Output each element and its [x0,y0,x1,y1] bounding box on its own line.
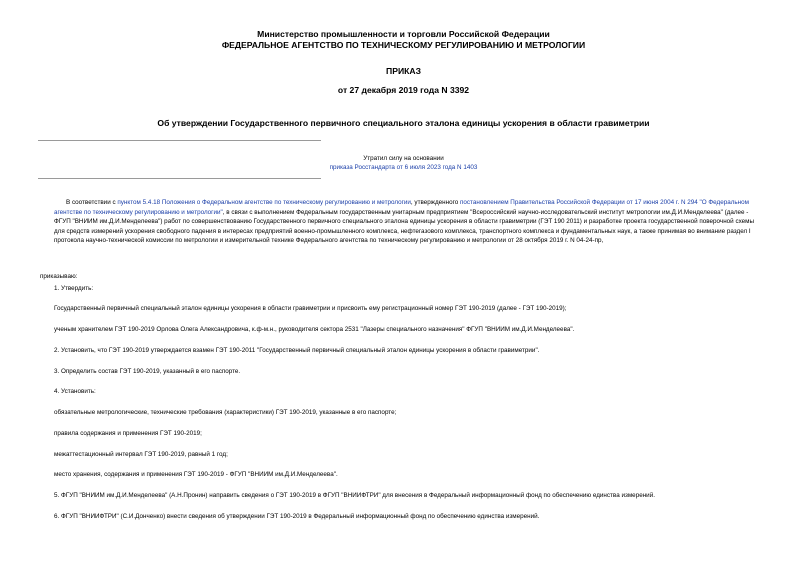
status-note: Утратил силу на основании [363,155,444,162]
ministry-heading: Министерство промышленности и торговли Российской Федерации [257,29,550,39]
item-6: 6. ФГУП "ВНИИФТРИ" (С.И.Донченко) внести сведения об утверждении ГЭТ 190-2019 в Федеральный информационный фонд по обеспечению единства измерений. [54,513,540,520]
orders-line: приказываю: [40,273,78,280]
item-5: 5. ФГУП "ВНИИМ им.Д.И.Менделеева" (А.Н.Пронин) направить сведения о ГЭТ 190-2019 в ФГУП "ВНИИФТРИ" для внесения в Федеральный информационный фонд по обеспечению единства измерений. [54,492,655,499]
item-3: 3. Определить состав ГЭТ 190-2019, указанный в его паспорте. [54,368,241,375]
item-4c: межаттестационный интервал ГЭТ 190-2019, равный 1 год; [54,451,228,458]
item-4: 4. Установить: [54,388,96,395]
item-2: 2. Установить, что ГЭТ 190-2019 утверждается взамен ГЭТ 190-2011 "Государственный первичный специальный эталон единицы ускорения в области гравиметрии". [54,347,540,354]
item-1a: Государственный первичный специальный эталон единицы ускорения в области гравиметрии и присвоить ему регистрационный номер ГЭТ 190-2019 (далее - ГЭТ 190-2019); [54,305,567,312]
preamble-paragraph [54,198,766,246]
divider-bottom [38,178,321,179]
item-4b: правила содержания и применения ГЭТ 190-2019; [54,430,202,437]
item-4a: обязательные метрологические, технические требования (характеристики) ГЭТ 190-2019, указанные в его паспорте; [54,409,397,416]
item-1: 1. Утвердить: [54,285,94,292]
item-1b: ученым хранителем ГЭТ 190-2019 Орлова Олега Александровича, к.ф-м.н., руководителя сектора 2531 "Лазеры специального назначения" ФГУП "ВНИИМ им.Д.И.Менделеева". [54,326,575,333]
agency-heading: ФЕДЕРАЛЬНОЕ АГЕНТСТВО ПО ТЕХНИЧЕСКОМУ РЕГУЛИРОВАНИЮ И МЕТРОЛОГИИ [221,40,586,50]
document-date-number: от 27 декабря 2019 года N 3392 [337,85,470,95]
repeal-order-link[interactable]: приказа Росстандарта от 6 июля 2023 года N 1403 [329,164,478,171]
regulation-link[interactable]: пунктом 5.4.18 Положения о Федеральном агентстве по техническому регулированию и метрологии [117,199,411,206]
divider-top [38,140,321,141]
status-note-line [0,163,807,172]
document-title: Об утверждении Государственного первичного специального эталона единицы ускорения в области гравиметрии [157,118,650,128]
item-4d: место хранения, содержания и применения ГЭТ 190-2019 - ФГУП "ВНИИМ им.Д.И.Менделеева". [54,471,338,478]
preamble-text: В соответствии с пунктом 5.4.18 Положения о Федеральном агентстве по техническому регулированию и метрологии, утвержденного постановлением Правительства Российской Федерации от 17 июня 2004 г. N 294 "О Федеральном агентстве по техническому регулированию и метрологии", в связи с выполнением Федеральным государственным унитарным предприятием "Всероссийский научно-исследовательский институт метрологии им.Д.И.Менделеева" (далее - ФГУП "ВНИИМ им.Д.И.Менделеева") работ по совершенствованию Государственного первичного специального эталона единицы ускорения в области гравиметрии (ГЭТ 190 2011) и разработке проекта государственной поверочной схемы для средств измерений ускорения свободного падения в интересах предприятий военно-промышленного комплекса, нефтегазового комплекса, транспортного комплекса и фундаментальных наук, а также принимая во внимание раздел I протокола научно-технической комиссии по метрологии и измерительной технике Федерального агентства по техническому регулированию и метрологии от 28 октября 2019 г. N 04-24-пр, [54,199,755,245]
government-decree-link[interactable]: постановлением Правительства Российской Федерации от 17 июня 2004 г. N 294 "О Федеральном агентстве по техническому регулированию и метрологии" [54,199,749,216]
document-type: ПРИКАЗ [386,66,421,76]
